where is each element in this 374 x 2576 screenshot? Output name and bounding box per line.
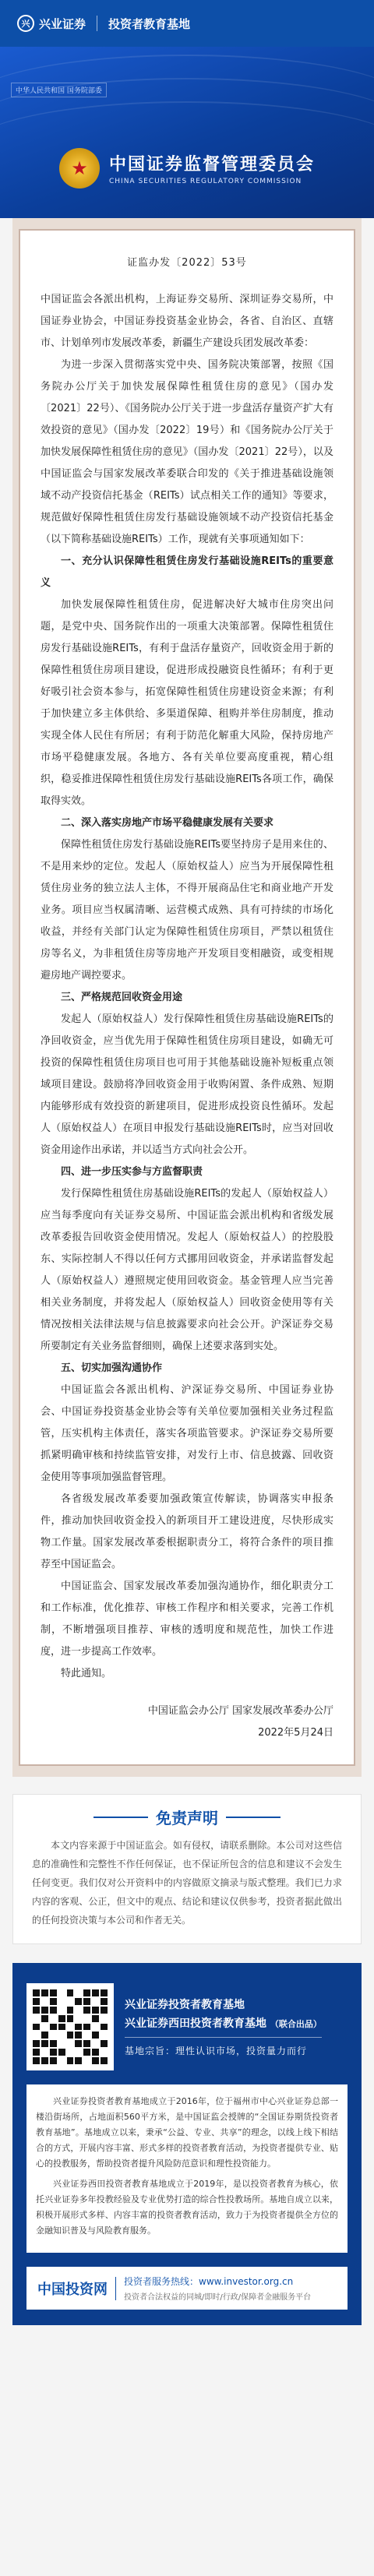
title-rule — [226, 1817, 280, 1818]
site-slogan: 投资者合法权益的同城/即时/行政/保障者金融服务平台 — [124, 2293, 312, 2302]
disclaimer-title-text: 免责声明 — [156, 1809, 218, 1827]
recipients: 中国证监会各派出机构，上海证券交易所、深圳证券交易所，中国证券业协会，中国证券投资基金业协会，各省、自治区、直辖市、计划单列市发展改革委，新疆生产建设兵团发展改革委： — [41, 294, 333, 349]
org-name-2 — [125, 2015, 322, 2031]
section-heading: 三、严格规范回收资金用途 — [61, 992, 183, 1003]
section-paragraph: 发起人（原始权益人）发行保障性租赁住房基础设施REITs的净回收资金，应当优先用于保障性租赁住房项目建设，如确无可投资的保障性租赁住房项目也可用于其他基础设施补短板重点领域项目建设。鼓励将净回收资金用于收购闲置、条件成熟、短期内能够形成有效投资的新建项目，促进形成投资良性循环。发起人（原始权益人）在项目申报发行基础设施REITs时，应当对回收资金用途作出承诺，并以适当方式向社会公开。 — [41, 1013, 333, 1156]
org-description-paragraph: 兴业证券西田投资者教育基地成立于2019年，是以投资者教育为核心，依托兴业证券多年投教经验及专业优势打造的综合性投教场所。基地自成立以来，积极开展形式多样、内容丰富的投资者教育活动，致力于为投资者提供全方位的金融知识普及与风险教育服务。 — [36, 2179, 338, 2236]
section-paragraph: 保障性租赁住房发行基础设施REITs要坚持房子是用来住的、不是用来炒的定位。发起人（原始权益人）应当为开展保障性租赁住房业务的独立法人主体，不得开展商品住宅和商业地产开发业务。项目应当权属清晰、运营模式成熟、具有可持续的市场化收益，并经有关部门认定为保障性租赁住房项目，严禁以租赁住房等名义，为非租赁住房等房地产开发项目变相融资，或变相规避房地产调控要求。 — [41, 839, 333, 981]
logo-icon: 兴 — [17, 15, 34, 32]
joint-tag: （联合出品） — [270, 2019, 322, 2029]
signing-date: 2022年5月24日 — [258, 1727, 333, 1739]
section-paragraph: 中国证监会各派出机构、沪深证券交易所、中国证券业协会、中国证券投资基金业协会等有关单位要加强相关业务过程监管，压实机构主体责任，落实各项监管要求。沪深证券交易所要抓紧明确审核和持续监管安排，对发行上市、信息披露、回收资金使用等事项加强监督管理。 — [41, 1384, 333, 1483]
organization-card — [12, 1963, 362, 2325]
agency-name-cn: 中国证券监督管理委员会 — [108, 155, 315, 174]
agency-title — [0, 148, 374, 189]
source-tag: 中华人民共和国 国务院部委 — [11, 83, 107, 97]
sub-brand-text: 投资者教育基地 — [108, 16, 191, 31]
section-heading: 五、切实加强沟通协作 — [61, 1362, 163, 1374]
intro-paragraph: 为进一步深入贯彻落实党中央、国务院决策部署，按照《国务院办公厅关于加快发展保障性租赁住房的意见》（国办发〔2021〕22号）、《国务院办公厅关于进一步盘活存量资产扩大有效投资的意见》（国办发〔2022〕19号）和《国务院办公厅关于加快发展保障性租赁住房的意见》（国办发〔2021〕22号），以及中国证监会与国家发展改革委联合印发的《关于推进基础设施领域不动产投资信托基金（REITs）试点相关工作的通知》等要求，规范做好保障性租赁住房发行基础设施领域不动产投资信托基金（以下简称基础设施REITs）工作，现就有关事项通知如下： — [41, 359, 333, 545]
org-description — [26, 2084, 348, 2253]
org-motto: 基地宗旨：理性认识市场，投资量力而行 — [125, 2046, 308, 2056]
org-rule — [125, 2037, 322, 2038]
agency-name-en: CHINA SECURITIES REGULATORY COMMISSION — [108, 178, 302, 185]
disclaimer-box — [12, 1794, 362, 1944]
section-heading: 一、充分认识保障性租赁住房发行基础设施REITs的重要意义 — [41, 555, 333, 589]
investor-site-bar[interactable] — [26, 2267, 348, 2310]
sub-brand — [108, 16, 190, 32]
qr-code-icon[interactable] — [26, 1983, 114, 2070]
document-frame — [12, 218, 362, 1777]
signature-block — [41, 1700, 333, 1744]
section-paragraph: 各省级发展改革委要加强政策宣传解读，协调落实申报条件，推动加快回收资金投入的新项目开工建设进度，尽快形成实物工作量。国家发展改革委根据职责分工，将符合条件的项目推荐至中国证监会。 — [41, 1493, 333, 1570]
top-brand-bar — [0, 0, 374, 47]
document-body — [19, 229, 355, 1766]
bottom-padding — [0, 2325, 374, 2349]
org-description-paragraph: 兴业证券投资者教育基地成立于2016年，位于福州市中心兴业证券总部一楼沿街场所，占地面积560平方米，是中国证监会授牌的“全国证券期货投资者教育基地”。基地成立以来，秉承“公益、专业、共享”的理念，以线上线下相结合的方式，开展内容丰富、形式多样的投资者教育活动，为投资者提供专业、贴心的投教服务，帮助投资者提升风险防范意识和理性投资能力。 — [36, 2096, 338, 2169]
emblem-icon: ★ — [59, 148, 100, 189]
closing-line: 特此通知。 — [61, 1668, 112, 1679]
title-rule — [94, 1817, 148, 1818]
site-divider — [115, 2277, 116, 2300]
signing-organizations: 中国证监会办公厅 国家发展改革委办公厅 — [147, 1705, 333, 1717]
document-number: 证监办发〔2022〕53号 — [127, 257, 247, 269]
logo-text: 兴业证券 — [39, 16, 86, 31]
section-heading: 四、进一步压实参与方监督职责 — [61, 1166, 203, 1178]
csrc-banner — [0, 47, 374, 218]
section-paragraph: 加快发展保障性租赁住房，促进解决好大城市住房突出问题，是党中央、国务院作出的一项重大决策部署。保障性租赁住房发行基础设施REITs，有利于盘活存量资产，回收资金用于新的保障性租赁住房项目建设，促进形成投融资良性循环；有利于更好吸引社会资本参与，拓宽保障性租赁住房建设资金来源；有利于加快建立多主体供给、多渠道保障、租购并举住房制度，推动实现全体人民住有所居；有利于防范化解重大风险，保持房地产市场平稳健康发展。各地方、各有关单位要高度重视，精心组织，稳妥推进保障性租赁住房发行基础设施REITs各项工作，确保取得实效。 — [41, 599, 333, 807]
section-paragraph: 中国证监会、国家发展改革委加强沟通协作，细化职责分工和工作标准，优化推荐、审核工作程序和相关要求，完善工作机制，不断增强项目推荐、审核的透明度和规范性，加快工作进度，进一步提高工作效率。 — [41, 1580, 333, 1658]
company-logo — [17, 15, 86, 32]
disclaimer-title — [32, 1806, 342, 1828]
disclaimer-text: 本文内容来源于中国证监会。如有侵权，请联系删除。本公司对这些信息的准确性和完整性不作任何保证，也不保证所包含的信息和建议不会发生任何变更。我们仅对公开资料中的内容做原文摘录与版式整理。我们已力求内容的客观、公正，但文中的观点、结论和建议仅供参考，投资者据此做出的任何投资决策与本公司和作者无关。 — [32, 1840, 342, 1926]
site-brand: 中国投资网 — [37, 2281, 108, 2298]
section-heading: 二、深入落实房地产市场平稳健康发展有关要求 — [61, 817, 274, 829]
org-name-2-text: 兴业证券西田投资者教育基地 — [125, 2017, 266, 2030]
org-name-1: 兴业证券投资者教育基地 — [125, 1999, 245, 2011]
section-paragraph: 发行保障性租赁住房基础设施REITs的发起人（原始权益人）应当每季度向有关证券交易所、中国证监会派出机构和省级发展改革委报告回收资金使用情况。发起人（原始权益人）的控股股东、实际控制人不得以任何方式挪用回收资金，并承诺监督发起人（原始权益人）遵照规定使用回收资金。基金管理人应当完善相关业务制度，并将发起人（原始权益人）回收资金使用等有关情况按相关法律法规与信息披露要求向社会公开。沪深证券交易所要制定有关业务监督细则，确保上述要求落到实处。 — [41, 1188, 333, 1352]
site-url[interactable]: 投资者服务热线：www.investor.org.cn — [124, 2276, 294, 2287]
